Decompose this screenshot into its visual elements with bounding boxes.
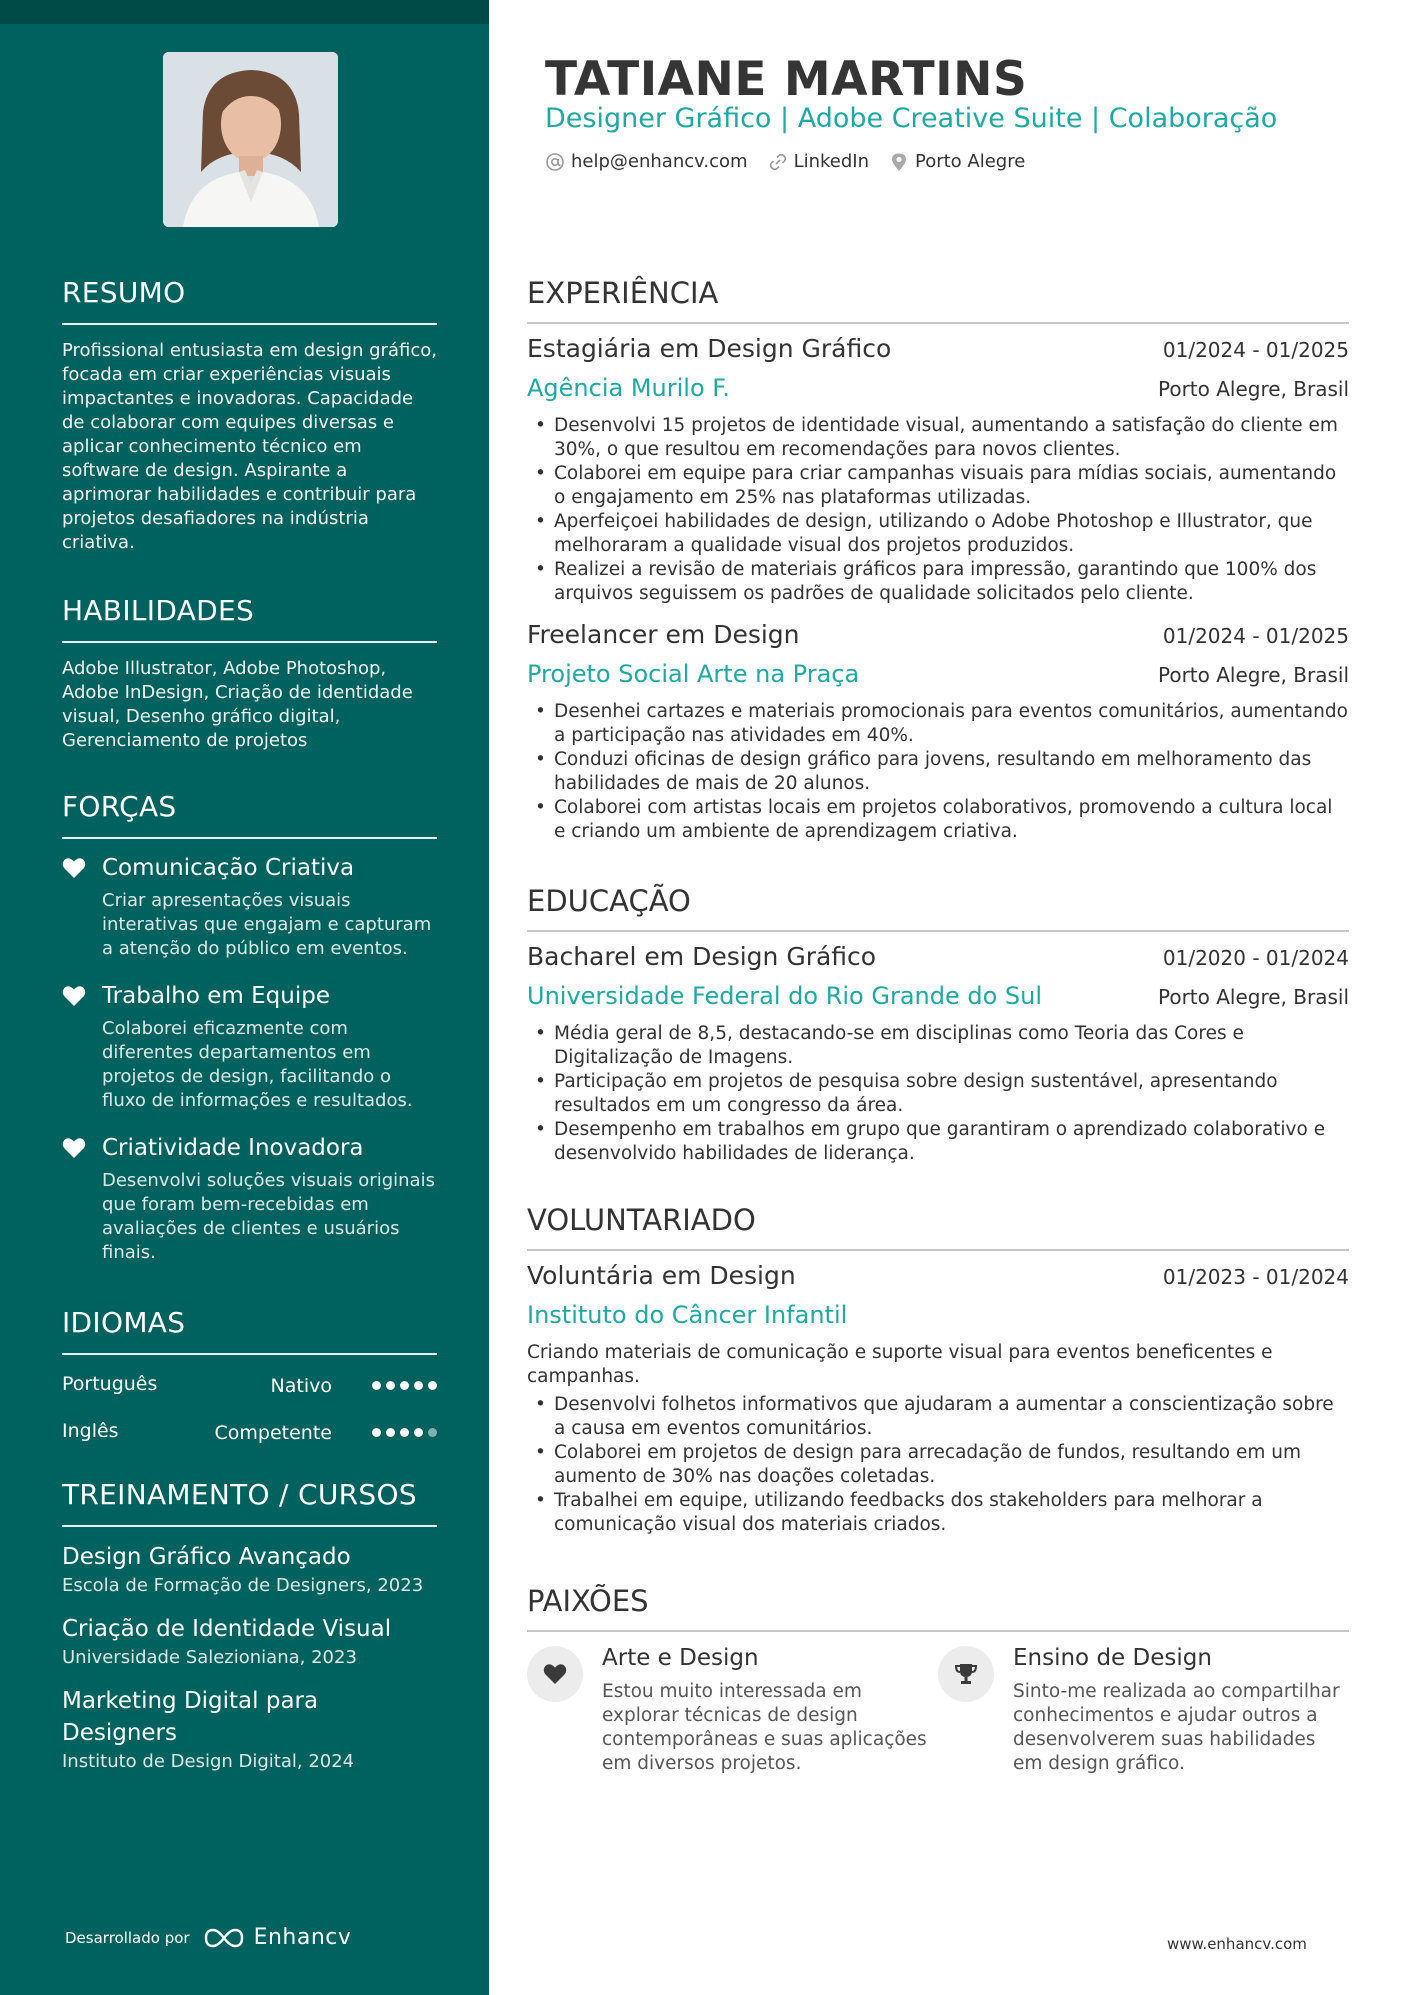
passion-item bbox=[527, 1642, 938, 1776]
entry-bullets bbox=[527, 1022, 1349, 1166]
course-title: Criação de Identidade Visual bbox=[62, 1616, 392, 1642]
language-name: Inglês bbox=[62, 1420, 119, 1442]
powered-by-label: Desarrollado por bbox=[65, 1928, 190, 1947]
entry-role: Freelancer em Design bbox=[527, 620, 800, 649]
volunteering-heading: VOLUNTARIADO bbox=[527, 1203, 1349, 1251]
contact-location-text: Porto Alegre bbox=[915, 151, 1026, 172]
education-heading: EDUCAÇÃO bbox=[527, 884, 1349, 932]
bullet: • Desenvolvi 15 projetos de identidade visual, aumentando a satisfação do cliente em 30%, o que resultou em recomendações para novos clientes. bbox=[527, 414, 1349, 462]
entry-date: 01/2024 - 01/2025 bbox=[1162, 338, 1349, 362]
summary-text: Profissional entusiasta em design gráfico, focada em criar experiências visuais impactantes e inovadoras. Capacidade de colaborar com equipes diversas e aplicar conhecimento técnico em software de design. Aspirante a aprimorar habilidades e contribuir para projetos desafiadores na indústria criativa. bbox=[62, 340, 437, 553]
headline: Designer Gráfico | Adobe Creative Suite | Colaboração bbox=[545, 103, 1278, 134]
course-item bbox=[62, 1685, 437, 1775]
course-title: Design Gráfico Avançado bbox=[62, 1544, 351, 1570]
entry-location: Porto Alegre, Brasil bbox=[1157, 377, 1349, 401]
rating-dot-filled bbox=[372, 1381, 381, 1390]
course-sub: Instituto de Design Digital, 2024 bbox=[62, 1751, 355, 1772]
bullet: • Desenhei cartazes e materiais promocionais para eventos comunitários, aumentando a participação nas atividades em 40%. bbox=[527, 700, 1349, 748]
passion-title: Ensino de Design bbox=[1013, 1645, 1212, 1671]
passion-title: Arte e Design bbox=[602, 1645, 759, 1671]
bullet: • Desenvolvi folhetos informativos que ajudaram a aumentar a conscientização sobre a causa em eventos comunitários. bbox=[527, 1393, 1349, 1441]
passion-desc: Estou muito interessada em explorar técnicas de design contemporâneas e suas aplicações em diversos projetos. bbox=[602, 1681, 927, 1774]
bullet: • Colaborei em equipe para criar campanhas visuais para mídias sociais, aumentando o engajamento em 25% nas plataformas utilizadas. bbox=[527, 462, 1349, 510]
powered-by bbox=[65, 1925, 351, 1950]
bullet: • Aperfeiçoei habilidades de design, utilizando o Adobe Photoshop e Illustrator, que melhoraram a qualidade visual dos projetos produzidos. bbox=[527, 510, 1349, 558]
languages-section bbox=[62, 1306, 437, 1463]
strength-item bbox=[62, 981, 437, 1113]
passion-desc: Sinto-me realizada ao compartilhar conhecimentos e ajudar outros a desenvolverem suas habilidades em design gráfico. bbox=[1013, 1681, 1340, 1774]
entry-date: 01/2023 - 01/2024 bbox=[1162, 1265, 1349, 1289]
education-entry bbox=[527, 942, 1349, 1166]
course-item bbox=[62, 1541, 437, 1599]
entry-role: Estagiária em Design Gráfico bbox=[527, 334, 892, 363]
entry-role: Bacharel em Design Gráfico bbox=[527, 942, 877, 971]
website-link[interactable]: www.enhancv.com bbox=[1167, 1935, 1307, 1953]
strength-desc: Criar apresentações visuais interativas que engajam e capturam a atenção do público em eventos. bbox=[102, 890, 432, 959]
bullet: • Colaborei em projetos de design para arrecadação de fundos, resultando em um aumento de 30% nas doações coletadas. bbox=[527, 1441, 1349, 1489]
course-sub: Escola de Formação de Designers, 2023 bbox=[62, 1575, 424, 1596]
language-row bbox=[62, 1416, 437, 1463]
link-icon bbox=[768, 152, 788, 172]
trophy-icon bbox=[938, 1646, 994, 1702]
contact-bar bbox=[545, 151, 1025, 172]
entry-org: Projeto Social Arte na Praça bbox=[527, 660, 860, 688]
sidebar-top-bar bbox=[0, 0, 489, 24]
entry-date: 01/2020 - 01/2024 bbox=[1162, 946, 1349, 970]
location-pin-icon bbox=[889, 152, 909, 172]
strengths-section bbox=[62, 790, 437, 1285]
contact-linkedin-text: LinkedIn bbox=[793, 151, 869, 172]
entry-location: Porto Alegre, Brasil bbox=[1157, 985, 1349, 1009]
entry-role: Voluntária em Design bbox=[527, 1261, 796, 1290]
volunteering-section bbox=[527, 1203, 1349, 1551]
bullet: • Trabalhei em equipe, utilizando feedbacks dos stakeholders para melhorar a comunicação visual dos materiais criados. bbox=[527, 1489, 1349, 1537]
course-sub: Universidade Salezioniana, 2023 bbox=[62, 1647, 357, 1668]
heart-icon bbox=[62, 1137, 86, 1159]
heart-icon bbox=[62, 985, 86, 1007]
strength-item bbox=[62, 1133, 437, 1265]
contact-location bbox=[889, 151, 1025, 172]
heart-icon bbox=[62, 857, 86, 879]
bullet: • Média geral de 8,5, destacando-se em disciplinas como Teoria das Cores e Digitalização de Imagens. bbox=[527, 1022, 1349, 1070]
strength-desc: Colaborei eficazmente com diferentes departamentos em projetos de design, facilitando o fluxo de informações e resultados. bbox=[102, 1018, 413, 1111]
strength-desc: Desenvolvi soluções visuais originais que foram bem-recebidas em avaliações de clientes e usuários finais. bbox=[102, 1170, 435, 1263]
enhancv-logo[interactable] bbox=[202, 1925, 352, 1950]
language-level: Nativo bbox=[270, 1375, 332, 1397]
skills-text: Adobe Illustrator, Adobe Photoshop, Adobe InDesign, Criação de identidade visual, Desenho gráfico digital, Gerenciamento de projetos bbox=[62, 658, 413, 751]
entry-org: Agência Murilo F. bbox=[527, 374, 730, 402]
contact-email[interactable] bbox=[545, 151, 748, 172]
entry-bullets bbox=[527, 700, 1349, 844]
language-rating bbox=[372, 1428, 437, 1437]
bullet: • Participação em projetos de pesquisa sobre design sustentável, apresentando resultados em um congresso da área. bbox=[527, 1070, 1349, 1118]
summary-heading: RESUMO bbox=[62, 276, 437, 325]
strength-title: Comunicação Criativa bbox=[102, 855, 355, 881]
entry-org: Instituto do Câncer Infantil bbox=[527, 1301, 848, 1329]
rating-dot-empty bbox=[428, 1428, 437, 1437]
contact-email-text: help@enhancv.com bbox=[571, 151, 748, 172]
rating-dot-filled bbox=[414, 1381, 423, 1390]
rating-dot-filled bbox=[414, 1428, 423, 1437]
rating-dot-filled bbox=[400, 1381, 409, 1390]
experience-section bbox=[527, 276, 1349, 858]
profile-photo bbox=[163, 52, 338, 227]
experience-entry bbox=[527, 334, 1349, 606]
skills-section bbox=[62, 594, 437, 753]
at-icon bbox=[545, 152, 565, 172]
languages-heading: IDIOMAS bbox=[62, 1306, 437, 1355]
language-level: Competente bbox=[214, 1422, 332, 1444]
bullet: • Conduzi oficinas de design gráfico para jovens, resultando em melhoramento das habilidades de mais de 20 alunos. bbox=[527, 748, 1349, 796]
entry-bullets bbox=[527, 1393, 1349, 1537]
experience-heading: EXPERIÊNCIA bbox=[527, 276, 1349, 324]
language-row bbox=[62, 1369, 437, 1416]
language-name: Português bbox=[62, 1373, 158, 1395]
language-rating bbox=[372, 1381, 437, 1390]
entry-bullets bbox=[527, 414, 1349, 606]
passions-heading: PAIXÕES bbox=[527, 1584, 1349, 1632]
main-column bbox=[527, 0, 1349, 1995]
strength-item bbox=[62, 853, 437, 961]
sidebar bbox=[0, 0, 489, 1995]
strengths-heading: FORÇAS bbox=[62, 790, 437, 839]
rating-dot-filled bbox=[372, 1428, 381, 1437]
skills-heading: HABILIDADES bbox=[62, 594, 437, 643]
course-item bbox=[62, 1613, 437, 1671]
rating-dot-filled bbox=[428, 1381, 437, 1390]
rating-dot-filled bbox=[400, 1428, 409, 1437]
courses-heading: TREINAMENTO / CURSOS bbox=[62, 1478, 437, 1527]
candidate-name: TATIANE MARTINS bbox=[545, 52, 1028, 107]
strength-title: Trabalho em Equipe bbox=[102, 983, 330, 1009]
entry-description: Criando materiais de comunicação e suporte visual para eventos beneficentes e campanhas. bbox=[527, 1342, 1273, 1387]
education-section bbox=[527, 884, 1349, 1180]
entry-date: 01/2024 - 01/2025 bbox=[1162, 624, 1349, 648]
rating-dot-filled bbox=[386, 1381, 395, 1390]
volunteering-entry bbox=[527, 1261, 1349, 1537]
rating-dot-filled bbox=[386, 1428, 395, 1437]
summary-section bbox=[62, 276, 437, 555]
enhancv-logo-icon bbox=[202, 1926, 246, 1950]
bullet: • Realizei a revisão de materiais gráficos para impressão, garantindo que 100% dos arquivos seguissem os padrões de qualidade solicitados pelo cliente. bbox=[527, 558, 1349, 606]
entry-org: Universidade Federal do Rio Grande do Sul bbox=[527, 982, 1043, 1010]
courses-section bbox=[62, 1478, 437, 1789]
passions-section bbox=[527, 1584, 1349, 1776]
bullet: • Desempenho em trabalhos em grupo que garantiram o aprendizado colaborativo e desenvolvido habilidades de liderança. bbox=[527, 1118, 1349, 1166]
bullet: • Colaborei com artistas locais em projetos colaborativos, promovendo a cultura local e criando um ambiente de aprendizagem criativa. bbox=[527, 796, 1349, 844]
entry-location: Porto Alegre, Brasil bbox=[1157, 663, 1349, 687]
enhancv-brand: Enhancv bbox=[253, 1925, 352, 1950]
course-title: Marketing Digital para Designers bbox=[62, 1688, 319, 1746]
heart-icon bbox=[527, 1646, 583, 1702]
experience-entry bbox=[527, 620, 1349, 844]
contact-linkedin[interactable] bbox=[768, 151, 869, 172]
passion-item bbox=[938, 1642, 1349, 1776]
strength-title: Criatividade Inovadora bbox=[102, 1135, 364, 1161]
